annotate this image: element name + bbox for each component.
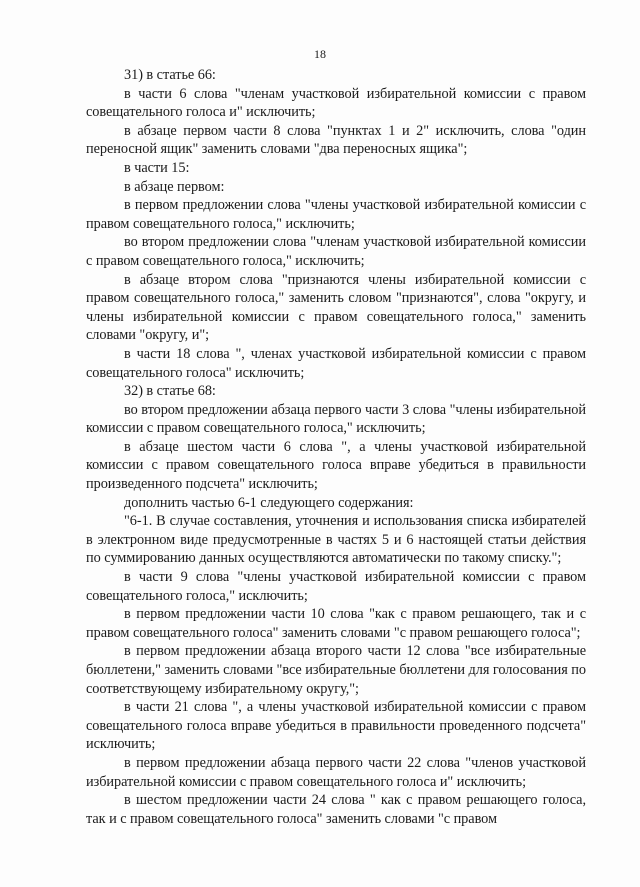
paragraph: в части 18 слова ", членах участковой избирательной комиссии с правом совещательного голоса" исключить; <box>86 345 586 381</box>
paragraph: в первом предложении слова "члены участковой избирательной комиссии с правом совещательного голоса," исключить; <box>86 197 586 232</box>
paragraph: в части 9 слова "члены участковой избирательной комиссии с правом совещательного голоса," исключить; <box>86 569 586 604</box>
paragraph: в шестом предложении части 24 слова " как с правом решающего голоса, так и с правом совещательного голоса" заменить словами "с правом <box>86 792 586 827</box>
paragraph: в абзаце втором слова "признаются члены избирательной комиссии с правом совещательного голоса," заменить словом "признаются", слова "округу, и члены избирательной комиссии с правом совещательного голоса," заменить словами "округу, и"; <box>86 271 586 344</box>
paragraph: в первом предложении абзаца первого части 22 слова "членов участковой избирательной комиссии с правом совещательного голоса и" исключить; <box>86 754 586 790</box>
document-body <box>86 66 586 828</box>
paragraph: "6-1. В случае составления, уточнения и использования списка избирателей в электронном виде предусмотренные в частях 5 и 6 настоящей статьи действия по суммированию данных осуществляются автоматически по такому списку."; <box>86 513 586 567</box>
paragraph: в части 15: <box>124 159 190 176</box>
paragraph: в абзаце шестом части 6 слова ", а члены участковой избирательной комиссии с правом совещательного голоса вправе убедиться в правильности произведенного подсчета" исключить; <box>86 438 586 493</box>
paragraph: в абзаце первом: <box>124 178 225 195</box>
paragraph: во втором предложении слова "членам участковой избирательной комиссии с правом совещательного голоса," исключить; <box>86 234 586 269</box>
paragraph: в первом предложении части 10 слова "как с правом решающего, так и с правом совещательного голоса" заменить словами "с правом решающего голоса"; <box>86 606 586 641</box>
paragraph: в части 21 слова ", а члены участковой избирательной комиссии с правом совещательного голоса вправе убедиться в правильности проведенного подсчета" исключить; <box>86 699 586 753</box>
paragraph: во втором предложении абзаца первого части 3 слова "члены избирательной комиссии с правом совещательного голоса," исключить; <box>86 401 586 437</box>
paragraph: 31) в статье 66: <box>124 67 216 83</box>
paragraph: 32) в статье 68: <box>124 383 216 400</box>
page-number: 18 <box>314 47 326 61</box>
paragraph: дополнить частью 6-1 следующего содержания: <box>124 494 414 511</box>
paragraph: в абзаце первом части 8 слова "пунктах 1 и 2" исключить, слова "один переносной ящик" заменить словами "два переносных ящика"; <box>86 122 586 158</box>
paragraph: в части 6 слова "членам участковой избирательной комиссии с правом совещательного голоса и" исключить; <box>86 85 586 121</box>
paragraph: в первом предложении абзаца второго части 12 слова "все избирательные бюллетени," заменить словами "все избирательные бюллетени для голосования по соответствующему избирательному округу,"; <box>86 643 586 697</box>
